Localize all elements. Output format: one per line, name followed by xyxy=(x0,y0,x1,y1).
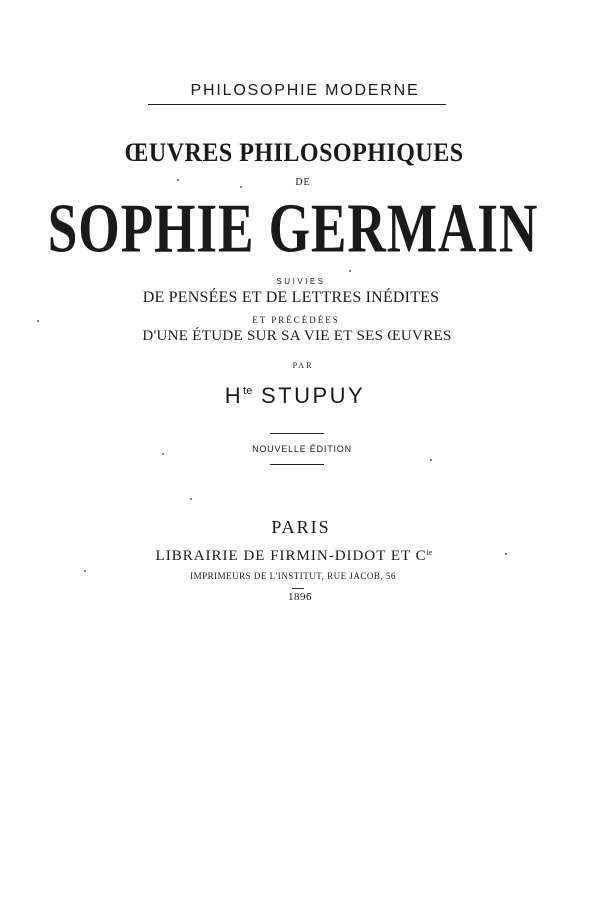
edition-rule-top xyxy=(270,433,324,434)
print-speck xyxy=(84,570,86,572)
title-connector-de: DE xyxy=(295,177,311,188)
print-speck xyxy=(162,453,164,455)
print-speck xyxy=(240,186,242,188)
imprint-printer: IMPRIMEURS DE L'INSTITUT, RUE JACOB, 56 xyxy=(190,571,396,581)
publisher-name: LIBRAIRIE DE FIRMIN-DIDOT ET C xyxy=(155,548,427,564)
imprint-city: PARIS xyxy=(271,517,331,537)
work-title: ŒUVRES PHILOSOPHIQUES xyxy=(124,138,464,168)
editor-surname: STUPUY xyxy=(260,383,366,408)
print-speck xyxy=(505,553,507,555)
author-name: SOPHIE GERMAIN xyxy=(47,190,539,268)
print-speck xyxy=(349,270,351,272)
subtitle-etude: D'UNE ÉTUDE SUR SA VIE ET SES ŒUVRES xyxy=(142,328,452,344)
year-dash xyxy=(292,588,304,589)
imprint-publisher xyxy=(0,548,594,565)
print-speck xyxy=(190,498,192,500)
imprint-year: 1896 xyxy=(288,591,312,603)
editor-initial-suffix: te xyxy=(243,385,253,397)
edition-label: NOUVELLE ÉDITION xyxy=(252,444,352,454)
publisher-suffix: ie xyxy=(426,548,433,557)
editor-initial: H xyxy=(224,383,244,408)
subtitle-precedees: ET PRÉCÉDÉES xyxy=(252,315,340,325)
series-heading: PHILOSOPHIE MODERNE xyxy=(190,82,420,99)
heading-rule xyxy=(148,104,446,105)
subtitle-suivies: SUIVIES xyxy=(276,277,326,286)
edition-rule-bottom xyxy=(270,464,324,465)
by-label: PAR xyxy=(292,361,314,370)
subtitle-pensees: DE PENSÉES ET DE LETTRES INÉDITES xyxy=(142,289,440,306)
print-speck xyxy=(177,179,179,181)
print-speck xyxy=(430,459,432,461)
print-speck xyxy=(37,320,39,322)
editor-name xyxy=(0,383,595,409)
